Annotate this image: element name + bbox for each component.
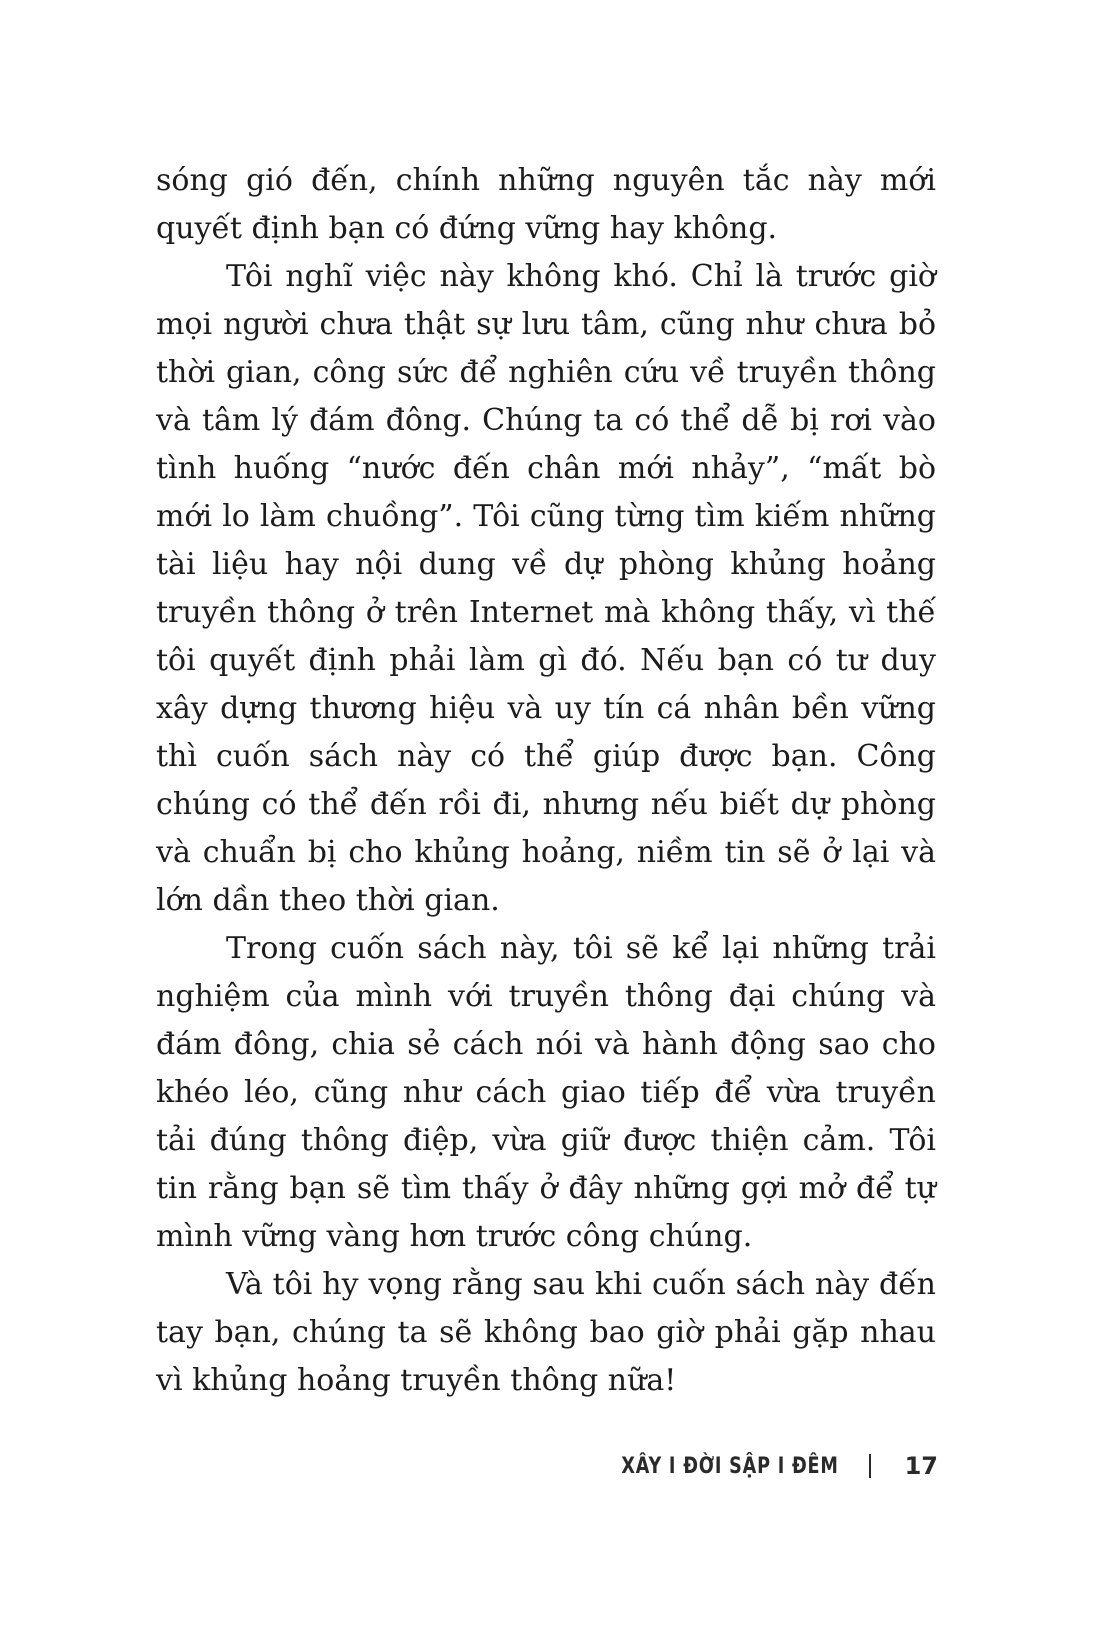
page-footer bbox=[567, 1448, 938, 1484]
body-text bbox=[156, 157, 936, 1405]
paragraph: Tôi nghĩ việc này không khó. Chỉ là trước giờ mọi người chưa thật sự lưu tâm, cũng như chưa bỏ thời gian, công sức để nghiên cứu về truyền thông và tâm lý đám đông. Chúng ta có thể dễ bị rơi vào tình huống “nước đến chân mới nhảy”, “mất bò mới lo làm chuồng”. Tôi cũng từng tìm kiếm những tài liệu hay nội dung về dự phòng khủng hoảng truyền thông ở trên Internet mà không thấy, vì thế tôi quyết định phải làm gì đó. Nếu bạn có tư duy xây dựng thương hiệu và uy tín cá nhân bền vững thì cuốn sách này có thể giúp được bạn. Công chúng có thể đến rồi đi, nhưng nếu biết dự phòng và chuẩn bị cho khủng hoảng, niềm tin sẽ ở lại và lớn dần theo thời gian. bbox=[156, 259, 936, 918]
running-title: XÂY I ĐỜI SẬP I ĐÊM bbox=[621, 1453, 839, 1479]
page-number: 17 bbox=[904, 1452, 938, 1480]
paragraph: Trong cuốn sách này, tôi sẽ kể lại những trải nghiệm của mình với truyền thông đại chúng và đám đông, chia sẻ cách nói và hành động sao cho khéo léo, cũng như cách giao tiếp để vừa truyền tải đúng thông điệp, vừa giữ được thiện cảm. Tôi tin rằng bạn sẽ tìm thấy ở đây những gợi mở để tự mình vững vàng hơn trước công chúng. bbox=[156, 931, 936, 1254]
paragraph: Và tôi hy vọng rằng sau khi cuốn sách này đến tay bạn, chúng ta sẽ không bao giờ phải gặp nhau vì khủng hoảng truyền thông nữa! bbox=[156, 1267, 936, 1398]
footer-divider bbox=[869, 1454, 871, 1478]
paragraph-continued: sóng gió đến, chính những nguyên tắc này mới quyết định bạn có đứng vững hay không. bbox=[156, 163, 936, 246]
